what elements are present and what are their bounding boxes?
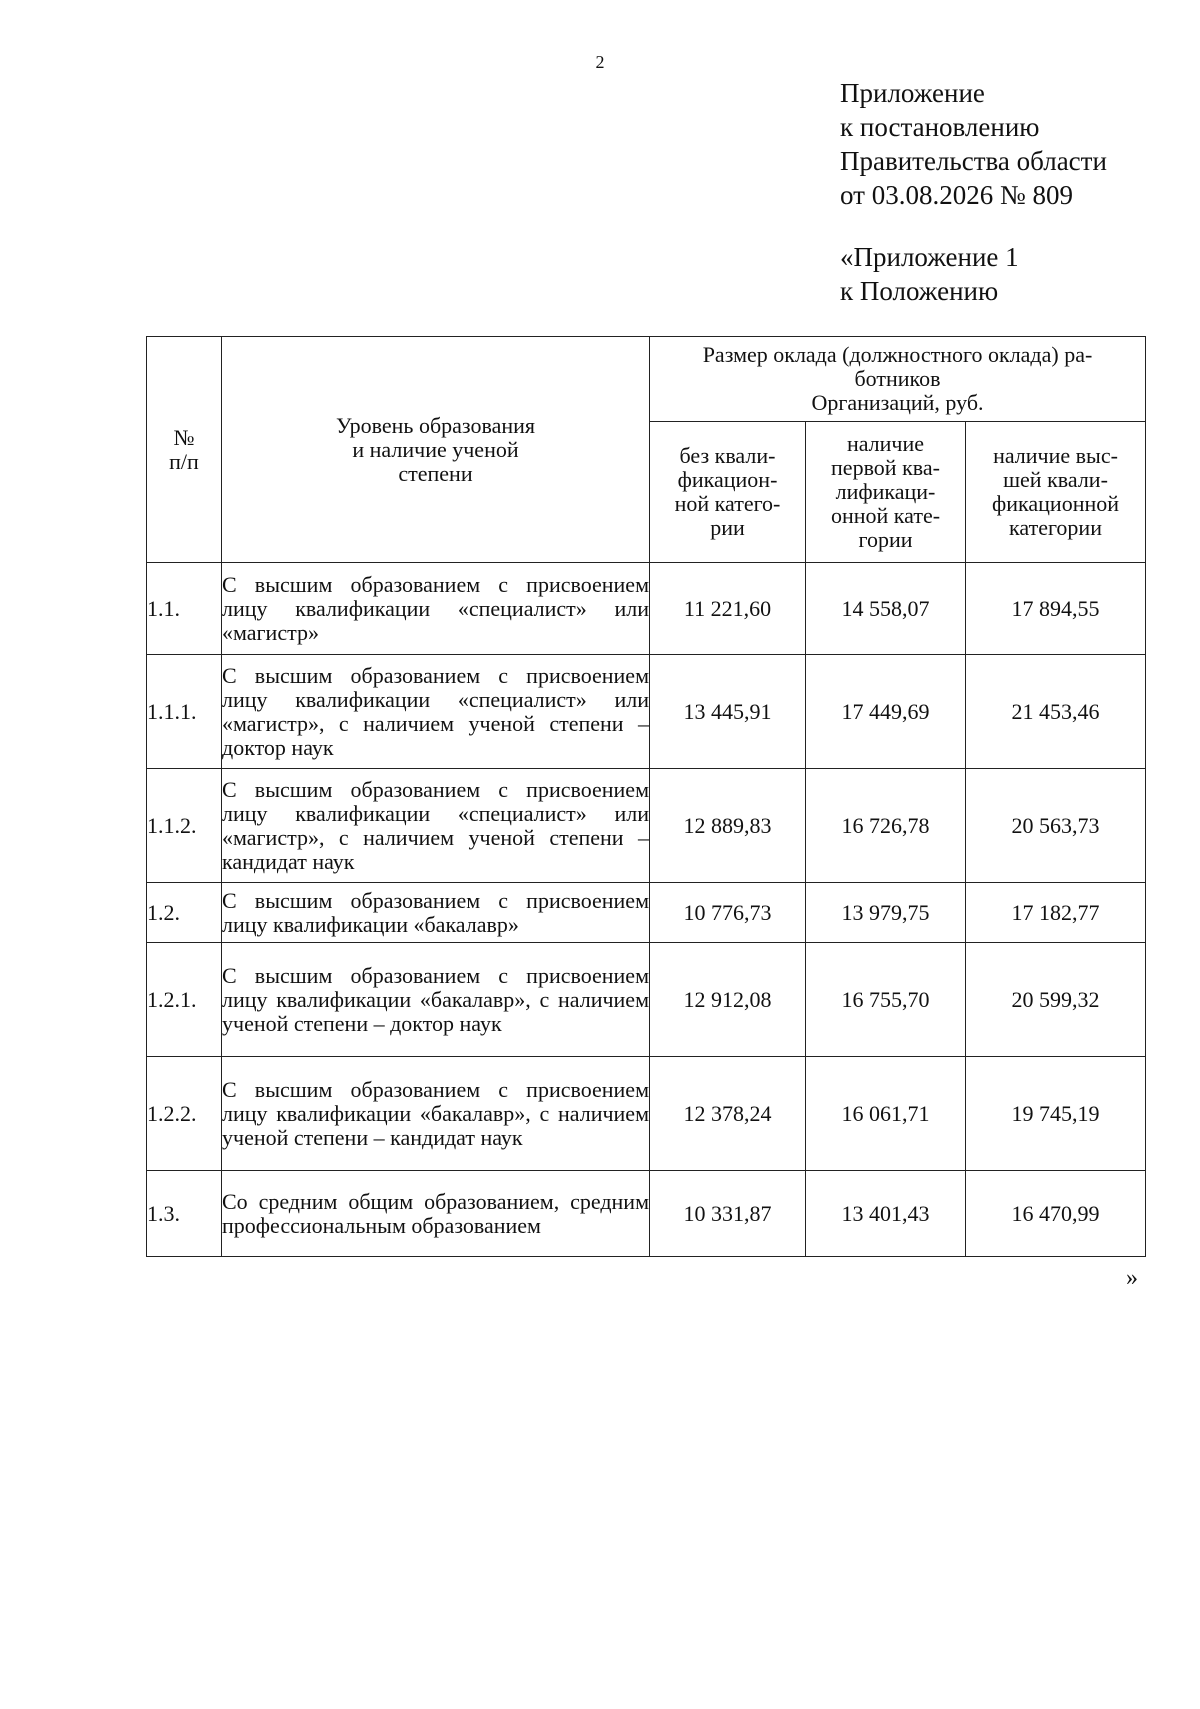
header-highest-category: наличие выс- шей квали- фикационной категории bbox=[966, 422, 1146, 563]
row-number: 1.1. bbox=[147, 563, 222, 655]
salary-no-category: 10 776,73 bbox=[650, 883, 806, 943]
salary-no-category: 12 378,24 bbox=[650, 1057, 806, 1171]
row-description: С высшим образованием с присвоением лицу квалификации «специалист» или «магистр», с наличием ученой степени – доктор наук bbox=[222, 655, 650, 769]
salary-table bbox=[146, 336, 1146, 1257]
row-description: С высшим образованием с присвоением лицу квалификации «специалист» или «магистр» bbox=[222, 563, 650, 655]
page-number: 2 bbox=[595, 52, 605, 72]
row-description: С высшим образованием с присвоением лицу квалификации «бакалавр», с наличием ученой степени – доктор наук bbox=[222, 943, 650, 1057]
salary-no-category: 13 445,91 bbox=[650, 655, 806, 769]
appendix-line: Приложение bbox=[840, 78, 985, 108]
salary-no-category: 12 912,08 bbox=[650, 943, 806, 1057]
appendix-header bbox=[840, 76, 1107, 212]
table-row bbox=[147, 1057, 1146, 1171]
row-description: С высшим образованием с присвоением лицу квалификации «бакалавр», с наличием ученой степени – кандидат наук bbox=[222, 1057, 650, 1171]
header-number: № п/п bbox=[147, 337, 222, 563]
salary-first-category: 14 558,07 bbox=[806, 563, 966, 655]
salary-highest-category: 17 894,55 bbox=[966, 563, 1146, 655]
closing-quote: » bbox=[1126, 1265, 1138, 1291]
appendix-line: от 03.08.2026 № 809 bbox=[840, 180, 1073, 210]
row-number: 1.2. bbox=[147, 883, 222, 943]
salary-no-category: 12 889,83 bbox=[650, 769, 806, 883]
salary-no-category: 10 331,87 bbox=[650, 1171, 806, 1257]
row-number: 1.3. bbox=[147, 1171, 222, 1257]
row-description: С высшим образованием с присвоением лицу квалификации «специалист» или «магистр», с наличием ученой степени – кандидат наук bbox=[222, 769, 650, 883]
table-row bbox=[147, 655, 1146, 769]
salary-highest-category: 21 453,46 bbox=[966, 655, 1146, 769]
appendix-line: к постановлению bbox=[840, 112, 1040, 142]
table-row bbox=[147, 563, 1146, 655]
salary-highest-category: 17 182,77 bbox=[966, 883, 1146, 943]
appendix-sub-header bbox=[840, 240, 1019, 308]
salary-highest-category: 19 745,19 bbox=[966, 1057, 1146, 1171]
row-number: 1.1.2. bbox=[147, 769, 222, 883]
header-education-level: Уровень образования и наличие ученой степени bbox=[222, 337, 650, 563]
salary-highest-category: 20 599,32 bbox=[966, 943, 1146, 1057]
table-row bbox=[147, 943, 1146, 1057]
table-row bbox=[147, 883, 1146, 943]
row-description: С высшим образованием с присвоением лицу квалификации «бакалавр» bbox=[222, 883, 650, 943]
table-row bbox=[147, 769, 1146, 883]
header-salary-group: Размер оклада (должностного оклада) ра- ботников Организаций, руб. bbox=[650, 337, 1146, 422]
salary-first-category: 13 401,43 bbox=[806, 1171, 966, 1257]
salary-highest-category: 16 470,99 bbox=[966, 1171, 1146, 1257]
salary-no-category: 11 221,60 bbox=[650, 563, 806, 655]
row-number: 1.1.1. bbox=[147, 655, 222, 769]
salary-first-category: 17 449,69 bbox=[806, 655, 966, 769]
appendix-sub-line: к Положению bbox=[840, 276, 999, 306]
salary-first-category: 16 061,71 bbox=[806, 1057, 966, 1171]
salary-first-category: 16 755,70 bbox=[806, 943, 966, 1057]
row-description: Со средним общим образованием, средним профессиональным образованием bbox=[222, 1171, 650, 1257]
header-no-category: без квали- фикацион- ной катего- рии bbox=[650, 422, 806, 563]
salary-first-category: 13 979,75 bbox=[806, 883, 966, 943]
row-number: 1.2.1. bbox=[147, 943, 222, 1057]
row-number: 1.2.2. bbox=[147, 1057, 222, 1171]
header-first-category: наличие первой ква- лификаци- онной кате- гории bbox=[806, 422, 966, 563]
appendix-line: Правительства области bbox=[840, 146, 1107, 176]
salary-first-category: 16 726,78 bbox=[806, 769, 966, 883]
appendix-sub-line: «Приложение 1 bbox=[840, 242, 1019, 272]
table-row bbox=[147, 1171, 1146, 1257]
salary-highest-category: 20 563,73 bbox=[966, 769, 1146, 883]
